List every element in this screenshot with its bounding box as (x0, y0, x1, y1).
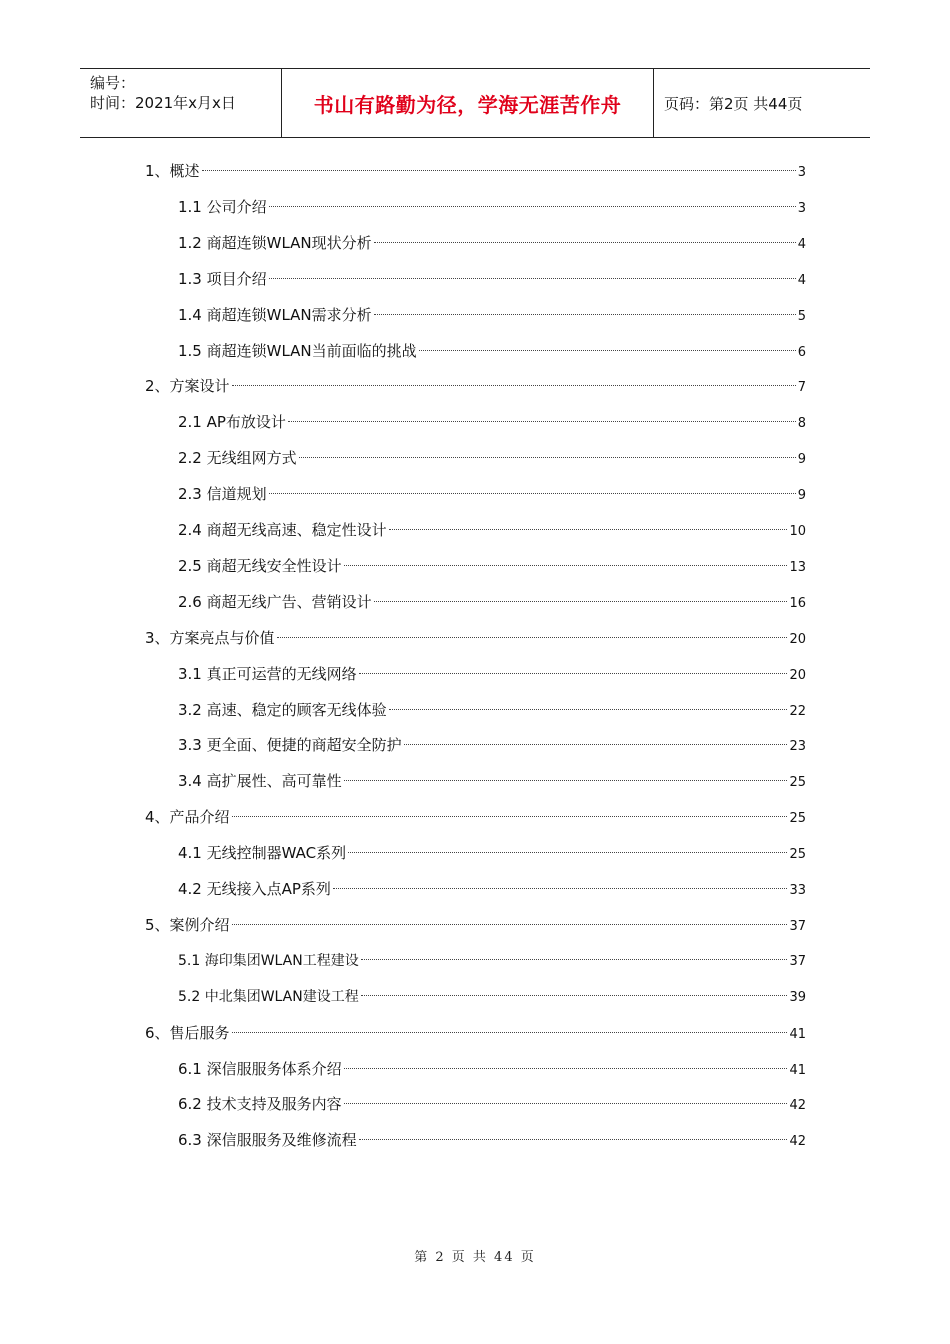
toc-entry-page-number: 25 (789, 811, 806, 827)
toc-entry-page-number: 8 (797, 416, 806, 432)
toc-entry-title: 3.1 真正可运营的无线网络 (178, 664, 357, 683)
toc-dot-leader (389, 708, 788, 710)
toc-dot-leader (359, 672, 788, 674)
toc-entry-title: 1.3 项目介绍 (178, 269, 267, 288)
toc-entry-title: 5、案例介绍 (145, 915, 230, 934)
toc-entry-page-number: 22 (789, 703, 806, 719)
toc-entry-page-number: 6 (797, 344, 806, 360)
toc-entry-title: 5.2 中北集团WLAN建设工程 (178, 988, 359, 1005)
toc-chapter-entry[interactable] (145, 368, 806, 404)
toc-section-entry[interactable] (178, 189, 806, 225)
toc-dot-leader (269, 492, 796, 494)
toc-chapter-entry[interactable] (145, 153, 806, 189)
toc-dot-leader (232, 1031, 788, 1033)
toc-section-entry[interactable] (178, 943, 806, 979)
toc-entry-title: 2.6 商超无线广告、营销设计 (178, 592, 372, 611)
toc-entry-title: 1.2 商超连锁WLAN现状分析 (178, 233, 372, 252)
toc-section-entry[interactable] (178, 1086, 806, 1122)
toc-dot-leader (404, 743, 788, 745)
toc-entry-title: 3、方案亮点与价值 (145, 628, 275, 647)
toc-entry-page-number: 41 (789, 1026, 806, 1042)
toc-entry-title: 2.4 商超无线高速、稳定性设计 (178, 521, 387, 539)
toc-entry-page-number: 16 (789, 595, 806, 611)
toc-entry-page-number: 37 (789, 953, 806, 969)
toc-section-entry[interactable] (178, 297, 806, 333)
document-date: 时间：2021年x月x日 (90, 94, 236, 112)
toc-entry-page-number: 4 (797, 236, 806, 252)
toc-dot-leader (269, 277, 796, 279)
toc-dot-leader (419, 349, 796, 351)
toc-dot-leader (389, 528, 788, 530)
toc-entry-page-number: 5 (797, 308, 806, 324)
toc-section-entry[interactable] (178, 333, 806, 369)
document-number-label: 编号： (90, 74, 136, 92)
toc-entry-page-number: 13 (789, 559, 806, 575)
toc-dot-leader (361, 958, 788, 960)
toc-entry-title: 4.1 无线控制器WAC系列 (178, 844, 347, 863)
toc-entry-page-number: 9 (797, 452, 806, 468)
page-header (80, 68, 870, 138)
toc-entry-page-number: 7 (797, 380, 806, 396)
toc-section-entry[interactable] (178, 404, 806, 440)
toc-section-entry[interactable] (178, 261, 806, 297)
toc-entry-page-number: 39 (789, 989, 806, 1005)
toc-entry-page-number: 25 (789, 775, 806, 791)
toc-entry-title: 3.4 高扩展性、高可靠性 (178, 772, 342, 791)
header-meta (80, 69, 282, 137)
toc-entry-title: 6.1 深信服服务体系介绍 (178, 1059, 342, 1078)
toc-section-entry[interactable] (178, 548, 806, 584)
toc-dot-leader (333, 887, 788, 889)
toc-entry-page-number: 20 (789, 667, 806, 683)
toc-entry-title: 2.5 商超无线安全性设计 (178, 556, 342, 575)
toc-dot-leader (374, 600, 788, 602)
toc-entry-page-number: 20 (789, 631, 806, 647)
toc-entry-title: 1.1 公司介绍 (178, 197, 267, 216)
toc-chapter-entry[interactable] (145, 799, 806, 835)
toc-dot-leader (232, 384, 796, 386)
toc-entry-title: 4、产品介绍 (145, 808, 230, 827)
toc-section-entry[interactable] (178, 225, 806, 261)
toc-dot-leader (361, 994, 788, 996)
toc-entry-page-number: 3 (797, 200, 806, 216)
toc-entry-title: 2.3 信道规划 (178, 485, 267, 504)
toc-entry-title: 6.2 技术支持及服务内容 (178, 1095, 342, 1114)
header-motto: 书山有路勤为径，学海无涯苦作舟 (282, 69, 654, 137)
toc-entry-title: 2.2 无线组网方式 (178, 449, 297, 468)
toc-dot-leader (232, 923, 788, 925)
toc-dot-leader (344, 779, 788, 781)
toc-entry-title: 1、概述 (145, 162, 200, 180)
toc-dot-leader (299, 456, 796, 458)
toc-entry-page-number: 42 (789, 1134, 806, 1150)
toc-section-entry[interactable] (178, 584, 806, 620)
toc-entry-title: 2、方案设计 (145, 377, 230, 396)
toc-entry-page-number: 3 (797, 165, 806, 180)
toc-dot-leader (348, 851, 787, 853)
toc-entry-title: 6、售后服务 (145, 1023, 230, 1042)
toc-entry-title: 2.1 AP布放设计 (178, 413, 286, 432)
toc-entry-page-number: 41 (789, 1062, 806, 1078)
toc-section-entry[interactable] (178, 727, 806, 763)
toc-dot-leader (344, 1067, 788, 1069)
toc-section-entry[interactable] (178, 835, 806, 871)
header-page-info: 页码：第2页 共44页 (664, 94, 803, 113)
toc-entry-page-number: 4 (797, 272, 806, 288)
toc-chapter-entry[interactable] (145, 620, 806, 656)
toc-section-entry[interactable] (178, 1051, 806, 1087)
toc-dot-leader (374, 241, 796, 243)
toc-dot-leader (374, 313, 796, 315)
toc-section-entry[interactable] (178, 692, 806, 728)
toc-section-entry[interactable] (178, 1122, 806, 1158)
toc-entry-page-number: 37 (789, 918, 806, 934)
toc-entry-page-number: 25 (789, 847, 806, 863)
toc-entry-page-number: 23 (789, 739, 806, 755)
toc-section-entry[interactable] (178, 476, 806, 512)
toc-entry-title: 3.2 高速、稳定的顾客无线体验 (178, 700, 387, 719)
toc-dot-leader (344, 564, 788, 566)
toc-section-entry[interactable] (178, 979, 806, 1015)
toc-entry-page-number: 10 (789, 524, 806, 539)
toc-dot-leader (277, 636, 788, 638)
toc-dot-leader (359, 1138, 788, 1140)
toc-section-entry[interactable] (178, 440, 806, 476)
toc-entry-title: 4.2 无线接入点AP系列 (178, 880, 331, 898)
page-footer: 第 2 页 共 44 页 (414, 1250, 536, 1265)
toc-entry-page-number: 9 (797, 488, 806, 504)
toc-entry-page-number: 42 (789, 1098, 806, 1114)
toc-entry-title: 6.3 深信服服务及维修流程 (178, 1131, 357, 1150)
toc-entry-title: 1.4 商超连锁WLAN需求分析 (178, 305, 372, 324)
toc-dot-leader (288, 420, 796, 422)
toc-section-entry[interactable] (178, 871, 806, 907)
toc-entry-title: 3.3 更全面、便捷的商超安全防护 (178, 736, 402, 755)
toc-entry-title: 1.5 商超连锁WLAN当前面临的挑战 (178, 341, 417, 360)
toc-section-entry[interactable] (178, 656, 806, 692)
toc-chapter-entry[interactable] (145, 907, 806, 943)
toc-section-entry[interactable] (178, 512, 806, 548)
toc-dot-leader (269, 205, 796, 207)
toc-entry-title: 5.1 海印集团WLAN工程建设 (178, 952, 359, 969)
toc-dot-leader (232, 815, 788, 817)
toc-dot-leader (202, 169, 796, 171)
toc-dot-leader (344, 1102, 788, 1104)
toc-chapter-entry[interactable] (145, 1015, 806, 1051)
toc-section-entry[interactable] (178, 763, 806, 799)
toc-entry-page-number: 33 (789, 883, 806, 898)
